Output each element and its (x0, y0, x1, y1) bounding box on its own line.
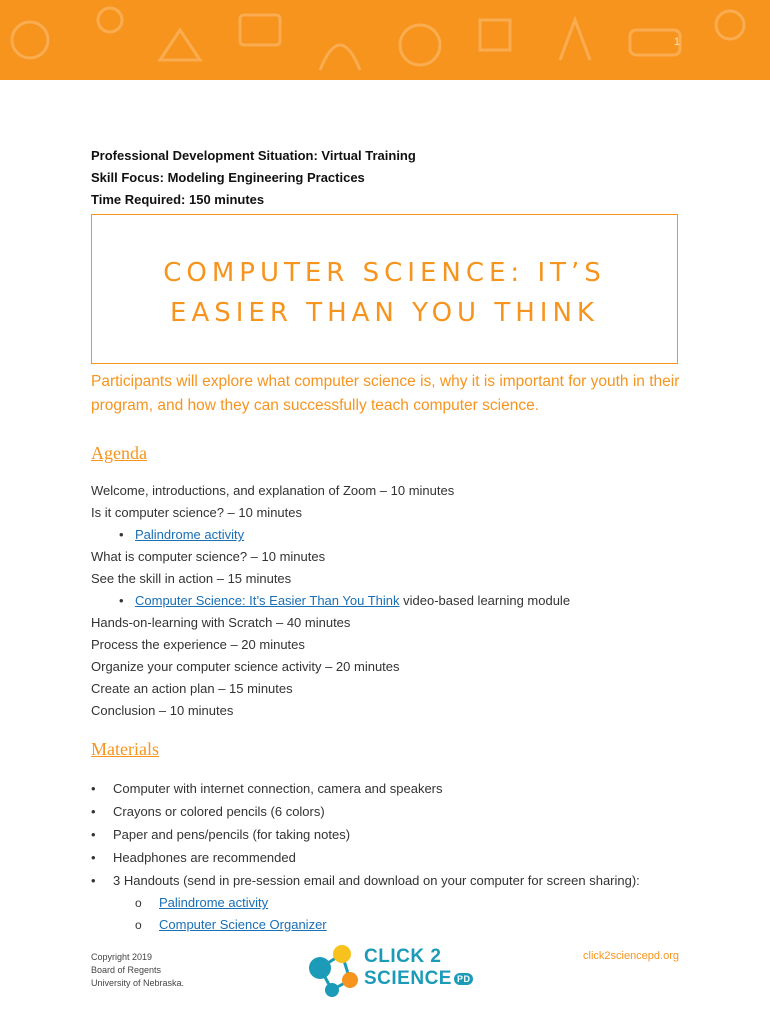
logo-science-text: SCIENCE (364, 968, 452, 990)
bullet-icon: • (91, 873, 96, 888)
agenda-item: Hands-on-learning with Scratch – 40 minutes (91, 615, 351, 630)
intro-paragraph: Participants will explore what computer science is, why it is important for youth in their program, and how they can successfully teach computer science. (91, 373, 680, 414)
session-meta (91, 145, 416, 211)
list-item (91, 846, 731, 869)
list-item (91, 869, 731, 892)
title-line-1: COMPUTER SCIENCE: IT’S (163, 258, 606, 288)
circle-bullet-icon: o (135, 918, 142, 932)
bullet-icon: • (91, 804, 96, 819)
time-required-text: Time Required: 150 minutes (91, 192, 265, 207)
title-box (91, 214, 678, 364)
handout-item (91, 892, 731, 914)
agenda-item: Welcome, introductions, and explanation of Zoom – 10 minutes (91, 483, 455, 498)
page-number: 1 (673, 36, 680, 48)
materials-list (91, 777, 731, 936)
bullet-icon: • (119, 593, 124, 608)
logo-line-1: CLICK 2 (364, 946, 442, 967)
copyright-line: Copyright 2019 (91, 952, 153, 962)
copyright-line: Board of Regents (91, 965, 162, 975)
network-molecule-icon (302, 938, 364, 1004)
video-module-text: video-based learning module (399, 593, 571, 608)
agenda-subitem (91, 524, 711, 546)
copyright-line: University of Nebraska. (91, 978, 185, 988)
palindrome-handout-link[interactable]: Palindrome activity (159, 895, 269, 910)
palindrome-activity-link[interactable]: Palindrome activity (135, 527, 245, 542)
doodle-pattern-icon (0, 0, 770, 80)
skill-focus-text: Skill Focus: Modeling Engineering Practices (91, 170, 365, 185)
agenda-list (91, 480, 711, 722)
bullet-icon: • (91, 781, 96, 796)
agenda-heading: Agenda (91, 443, 147, 463)
logo-line-2 (364, 968, 473, 990)
material-text: Headphones are recommended (113, 850, 296, 865)
bullet-icon: • (91, 827, 96, 842)
agenda-item: See the skill in action – 15 minutes (91, 571, 292, 586)
material-text: 3 Handouts (send in pre-session email and download on your computer for screen sharing): (113, 873, 640, 888)
material-text: Paper and pens/pencils (for taking notes) (113, 827, 351, 842)
title-line-2: EASIER THAN YOU THINK (170, 298, 599, 328)
bullet-icon: • (91, 850, 96, 865)
bullet-icon: • (119, 527, 124, 542)
agenda-item: What is computer science? – 10 minutes (91, 549, 326, 564)
header-banner (0, 0, 770, 80)
logo-wordmark (364, 946, 473, 990)
pd-badge: PD (454, 973, 474, 985)
page-title (92, 253, 677, 333)
copyright-block (91, 951, 184, 990)
list-item (91, 823, 731, 846)
list-item (91, 800, 731, 823)
organizer-handout-link[interactable]: Computer Science Organizer (159, 917, 327, 932)
agenda-item: Organize your computer science activity – 20 minutes (91, 659, 400, 674)
material-text: Computer with internet connection, camera and speakers (113, 781, 443, 796)
agenda-subitem (91, 590, 711, 612)
materials-heading: Materials (91, 739, 159, 759)
video-module-link[interactable]: Computer Science: It’s Easier Than You Think (135, 593, 400, 608)
agenda-item: Create an action plan – 15 minutes (91, 681, 293, 696)
handout-item (91, 914, 731, 936)
circle-bullet-icon: o (135, 896, 142, 910)
website-link[interactable]: click2sciencepd.org (583, 950, 679, 962)
material-text: Crayons or colored pencils (6 colors) (113, 804, 325, 819)
situation-text: Professional Development Situation: Virtual Training (91, 148, 416, 163)
list-item (91, 777, 731, 800)
agenda-item: Process the experience – 20 minutes (91, 637, 305, 652)
click2science-logo (302, 938, 472, 1004)
agenda-item: Is it computer science? – 10 minutes (91, 505, 302, 520)
agenda-item: Conclusion – 10 minutes (91, 703, 234, 718)
